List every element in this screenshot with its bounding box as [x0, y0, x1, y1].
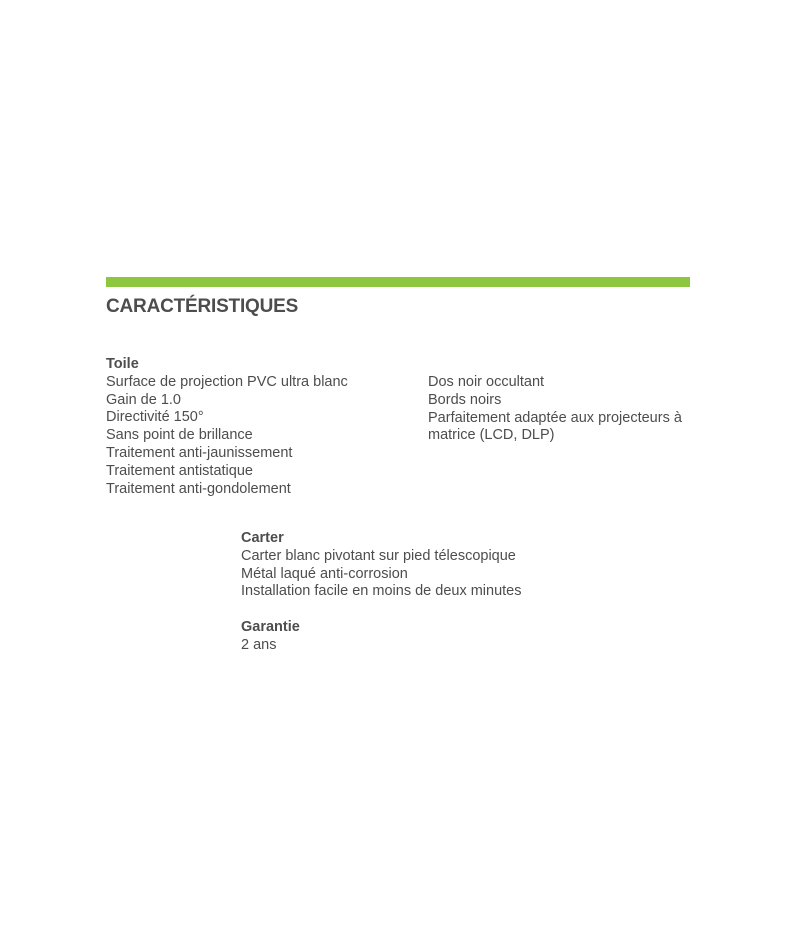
toile-block: [106, 356, 348, 498]
garantie-block: [241, 619, 300, 655]
toile-feature: Bords noirs: [428, 391, 502, 408]
garantie-heading: Garantie: [241, 619, 300, 635]
carter-heading: Carter: [241, 530, 284, 546]
toile-right-column: [428, 374, 682, 445]
toile-heading: Toile: [106, 356, 139, 372]
carter-feature: Métal laqué anti-corrosion: [241, 565, 408, 582]
toile-feature: Traitement anti-jaunissement: [106, 444, 293, 461]
toile-feature: Gain de 1.0: [106, 391, 181, 408]
carter-block: [241, 530, 522, 601]
toile-feature: Traitement anti-gondolement: [106, 480, 291, 497]
section-accent-bar: [106, 277, 690, 287]
toile-feature: Dos noir occultant: [428, 374, 545, 390]
section-title: CARACTÉRISTIQUES: [106, 296, 299, 317]
toile-feature: Surface de projection PVC ultra blanc: [106, 373, 348, 390]
carter-feature: Carter blanc pivotant sur pied télescopique: [241, 547, 516, 564]
toile-feature: Directivité 150°: [106, 409, 204, 426]
toile-feature: Parfaitement adaptée aux projecteurs à: [428, 409, 682, 426]
toile-feature: Sans point de brillance: [106, 427, 253, 444]
carter-feature: Installation facile en moins de deux minutes: [241, 583, 522, 600]
garantie-value: 2 ans: [241, 636, 277, 653]
toile-feature: matrice (LCD, DLP): [428, 427, 555, 444]
toile-feature: Traitement antistatique: [106, 462, 253, 479]
